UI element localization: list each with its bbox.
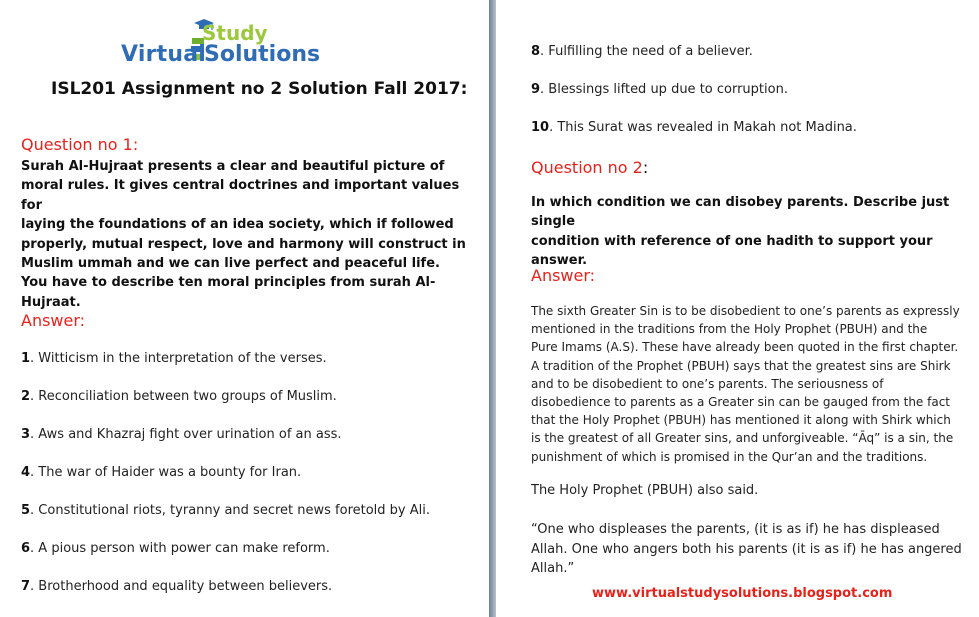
item-text: . Constitutional riots, tyranny and secret news foretold by Ali. (30, 503, 430, 518)
paragraph-line: and to be disobedient to one’s parents. The seriousness of (531, 376, 884, 391)
paragraph-line: disobedience to parents as a Greater sin can be gauged from the fact (531, 395, 950, 410)
answer-list-item (531, 120, 857, 135)
question-2-heading-text: Question no 2 (531, 158, 643, 177)
page-divider (489, 0, 496, 617)
answer-list-item (21, 427, 342, 442)
item-number: 1 (21, 351, 31, 366)
paragraph-line: The sixth Greater Sin is to be disobedient to one’s parents as expressly (531, 304, 960, 318)
logo-word-study: Study (202, 21, 268, 45)
item-number: 5 (21, 503, 31, 518)
question-1-line: laying the foundations of an idea society, which if followed (21, 217, 454, 233)
quote-line: Allah. One who angers both his parents (it is as if) he has angered (531, 541, 962, 557)
logo-word-virtual: Virtual (121, 42, 206, 67)
paragraph-line: punishment of which is promised in the Qur’an and the traditions. (531, 449, 928, 464)
logo-word-solutions: Solutions (204, 42, 321, 67)
prophet-said-line: The Holy Prophet (PBUH) also said. (531, 483, 759, 498)
quote-line: “One who displeases the parents, (it is as if) he has displeased (531, 522, 940, 537)
question-1-line: Surah Al-Hujraat presents a clear and beautiful picture of (21, 159, 445, 174)
item-number: 6 (21, 541, 31, 556)
paragraph-line: that the Holy Prophet (PBUH) has mentioned it along with Shirk which (531, 413, 951, 428)
answer-list-item (21, 465, 301, 480)
item-text: . Brotherhood and equality between believers. (30, 579, 333, 594)
answer-2-paragraph (531, 302, 971, 466)
item-number: 2 (21, 389, 31, 404)
paragraph-line: A tradition of the Prophet (PBUH) says that the greatest sins are Shirk (531, 358, 951, 373)
hadith-quote (531, 520, 971, 579)
item-text: . Fulfilling the need of a believer. (540, 44, 753, 59)
question-2-text (531, 193, 971, 271)
answer-list-item (21, 351, 327, 366)
item-number: 8 (531, 44, 541, 59)
item-text: . A pious person with power can make reform. (30, 541, 330, 556)
answer-list-item (21, 541, 330, 556)
paragraph-line: is the greatest of all Greater sins, and unforgiveable. “Āq” is a sin, the (531, 431, 954, 446)
answer-1-heading: Answer: (21, 311, 86, 330)
question-1-line: You have to describe ten moral principles from surah Al- (21, 275, 436, 291)
item-number: 3 (21, 427, 31, 442)
answer-list-item (21, 389, 337, 404)
question-1-line: Muslim ummah and we can live perfect and peaceful life. (21, 256, 440, 272)
item-number: 4 (21, 465, 31, 480)
item-number: 9 (531, 82, 541, 97)
question-1-heading: Question no 1: (21, 135, 139, 154)
item-text: . Aws and Khazraj fight over urination of an ass. (30, 427, 342, 442)
answer-list-item (21, 503, 430, 518)
item-text: . The war of Haider was a bounty for Iran. (30, 465, 302, 480)
question-2-line: answer. (531, 253, 588, 269)
document-title: ISL201 Assignment no 2 Solution Fall 2017: (51, 79, 468, 99)
document-page-left (0, 0, 489, 617)
item-text: . Reconciliation between two groups of Muslim. (30, 389, 337, 404)
paragraph-line: mentioned in the traditions from the Holy Prophet (PBUH) and the (531, 322, 928, 337)
answer-list-item (21, 579, 332, 594)
question-1-line: moral rules. It gives central doctrines and important values for (21, 178, 460, 213)
item-number: 7 (21, 579, 31, 594)
quote-line: Allah.” (531, 561, 575, 576)
question-1-text (21, 157, 481, 312)
question-2-heading (531, 158, 648, 177)
question-2-line: condition with reference of one hadith to support your (531, 233, 933, 249)
answer-2-heading: Answer: (531, 266, 596, 285)
item-text: . Witticism in the interpretation of the verses. (30, 351, 327, 366)
item-number: 10 (531, 120, 550, 135)
footer-website-url: www.virtualstudysolutions.blogspot.com (592, 586, 893, 601)
question-1-line: Hujraat. (21, 294, 81, 310)
question-2-line: In which condition we can disobey parents. Describe just single (531, 195, 950, 230)
paragraph-line: Pure Imams (A.S). These have already been quoted in the first chapter. (531, 340, 959, 355)
item-text: . Blessings lifted up due to corruption. (540, 82, 788, 97)
question-2-heading-colon: : (642, 158, 649, 177)
question-1-line: properly, mutual respect, love and harmony will construct in (21, 236, 466, 252)
document-page-right (496, 0, 979, 617)
item-text: . This Surat was revealed in Makah not Madina. (549, 120, 857, 135)
answer-list-item (531, 44, 753, 59)
answer-list-item (531, 82, 788, 97)
